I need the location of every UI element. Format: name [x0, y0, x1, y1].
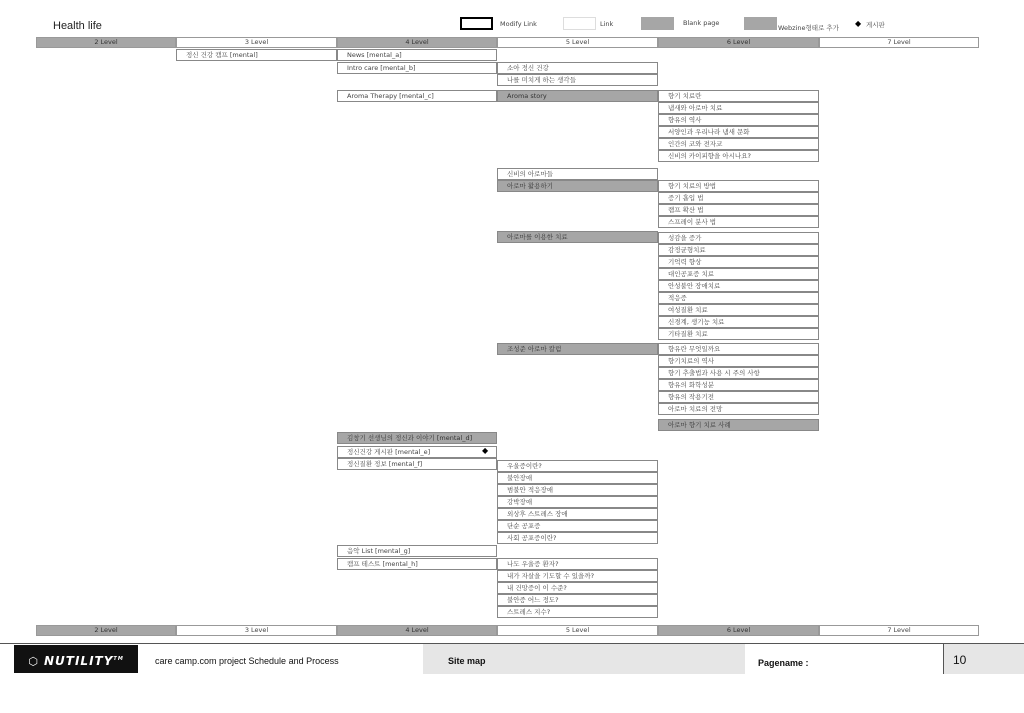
node-aroma-using[interactable]: 아로마 활용하기 [497, 180, 658, 192]
logo-tm: TM [113, 656, 124, 662]
node-column-item[interactable]: 향기 추출법과 사용 시 주의 사항 [658, 367, 819, 379]
node-using-item[interactable]: 향기 치료의 방법 [658, 180, 819, 192]
node-story-item[interactable]: 서양인과 우리나라 냄새 문화 [658, 126, 819, 138]
node-teacher-story[interactable]: 김창기 선생님의 정신과 이야기 [mental_d] [337, 432, 497, 444]
node-column-item[interactable]: 향유의 화학성분 [658, 379, 819, 391]
node-aroma-case[interactable]: 아로마 향기 치료 사례 [658, 419, 819, 431]
board-diamond-icon: ◆ [482, 446, 489, 455]
node-disease-item[interactable]: 우울증이란? [497, 460, 658, 472]
level-5-header: 5 Level [497, 37, 658, 48]
level-7-footer: 7 Level [819, 625, 979, 636]
legend-webzine-swatch [744, 17, 777, 30]
node-story-item[interactable]: 향유의 역사 [658, 114, 819, 126]
legend-board-diamond-icon: ◆ [855, 19, 862, 28]
footer-section: Site map [448, 656, 486, 666]
node-intro-item[interactable]: 나를 미치게 하는 생각들 [497, 74, 658, 86]
node-aroma-treatment[interactable]: 아로마를 이용한 치료 [497, 231, 658, 243]
node-music-list[interactable]: 음악 List [mental_g] [337, 545, 497, 557]
level-2-footer: 2 Level [36, 625, 176, 636]
node-using-item[interactable]: 증기 흡입 법 [658, 192, 819, 204]
node-disease-item[interactable]: 불안장애 [497, 472, 658, 484]
node-mental[interactable]: 정신 건강 캠프 [mental] [176, 49, 337, 61]
level-4-header: 4 Level [337, 37, 497, 48]
footer-pagename-label: Pagename : [758, 658, 809, 668]
level-6-footer: 6 Level [658, 625, 819, 636]
node-treatment-item[interactable]: 대인공포증 치료 [658, 268, 819, 280]
node-column-item[interactable]: 향유란 무엇일까요 [658, 343, 819, 355]
legend-modify-link-label: Modify Link [500, 20, 537, 28]
node-test-item[interactable]: 내가 자살을 기도할 수 있을까? [497, 570, 658, 582]
node-intro-item[interactable]: 소아 정신 건강 [497, 62, 658, 74]
node-aroma-therapy[interactable]: Aroma Therapy [mental_c] [337, 90, 497, 102]
level-header-bottom [36, 625, 979, 636]
node-aroma-story[interactable]: Aroma story [497, 90, 658, 102]
node-mystic-aroma[interactable]: 신비의 아로마들 [497, 168, 658, 180]
node-using-item[interactable]: 스프레이 분사 법 [658, 216, 819, 228]
node-treatment-item[interactable]: 여성질환 치료 [658, 304, 819, 316]
level-header-top [36, 37, 979, 48]
node-test-item[interactable]: 불안증 어느 정도? [497, 594, 658, 606]
level-4-footer: 4 Level [337, 625, 497, 636]
legend-webzine-label: Webzine형태로 추가 [778, 24, 839, 32]
level-2-header: 2 Level [36, 37, 176, 48]
legend-board-label: 게시판 [866, 21, 885, 29]
node-news[interactable]: News [mental_a] [337, 49, 497, 61]
node-story-item[interactable]: 신비의 카이피향을 아시나요? [658, 150, 819, 162]
node-story-item[interactable]: 냄새와 아로마 치료 [658, 102, 819, 114]
node-column-item[interactable]: 아로마 치료의 전망 [658, 403, 819, 415]
footer-divider [943, 644, 944, 674]
level-6-header: 6 Level [658, 37, 819, 48]
node-disease-item[interactable]: 강박장애 [497, 496, 658, 508]
level-3-header: 3 Level [176, 37, 337, 48]
node-story-item[interactable]: 향기 치료란 [658, 90, 819, 102]
legend-modify-link-swatch [460, 17, 493, 30]
node-column-item[interactable]: 향기치료의 역사 [658, 355, 819, 367]
node-treatment-item[interactable]: 기타질환 치료 [658, 328, 819, 340]
logo-text: NUTILITY [43, 654, 114, 668]
legend-blank-page-swatch [641, 17, 674, 30]
node-treatment-item[interactable]: 적응증 [658, 292, 819, 304]
node-treatment-item[interactable]: 감정균형치료 [658, 244, 819, 256]
legend-blank-page-label: Blank page [683, 19, 720, 27]
level-3-footer: 3 Level [176, 625, 337, 636]
node-camp-test[interactable]: 캠프 테스트 [mental_h] [337, 558, 497, 570]
node-using-item[interactable]: 램프 확산 법 [658, 204, 819, 216]
logo-mark-icon: ⬡ [28, 655, 39, 668]
node-column-item[interactable]: 향유의 작용기전 [658, 391, 819, 403]
node-story-item[interactable]: 인간의 코와 전자코 [658, 138, 819, 150]
node-mental-board[interactable]: 정신건강 게시판 [mental_e] [337, 446, 497, 458]
level-7-header: 7 Level [819, 37, 979, 48]
node-test-item[interactable]: 스트레스 지수? [497, 606, 658, 618]
footer-project: care camp.com project Schedule and Process [155, 656, 339, 666]
node-treatment-item[interactable]: 신경계, 생기능 치료 [658, 316, 819, 328]
footer-page-number: 10 [953, 653, 967, 667]
node-aroma-column[interactable]: 조성준 아로마 칼럼 [497, 343, 658, 355]
page-title: Health life [53, 20, 102, 32]
level-5-footer: 5 Level [497, 625, 658, 636]
node-intro-care[interactable]: Intro care [mental_b] [337, 62, 497, 74]
legend-link-label: Link [600, 20, 614, 28]
node-test-item[interactable]: 나도 우울증 환자? [497, 558, 658, 570]
node-treatment-item[interactable]: 안성불안 장애치료 [658, 280, 819, 292]
node-disease-item[interactable]: 단순 공포증 [497, 520, 658, 532]
node-disease-item[interactable]: 외상후 스트레스 장애 [497, 508, 658, 520]
node-disease-item[interactable]: 범불안 적응장애 [497, 484, 658, 496]
node-test-item[interactable]: 내 건망증이 이 수준? [497, 582, 658, 594]
node-treatment-item[interactable]: 성감을 증가 [658, 232, 819, 244]
node-disease-item[interactable]: 사회 공포증이란? [497, 532, 658, 544]
node-treatment-item[interactable]: 기억력 향상 [658, 256, 819, 268]
legend-link-swatch [563, 17, 596, 30]
nutility-logo [14, 645, 138, 673]
node-disease-info[interactable]: 정신질환 정보 [mental_f] [337, 458, 497, 470]
